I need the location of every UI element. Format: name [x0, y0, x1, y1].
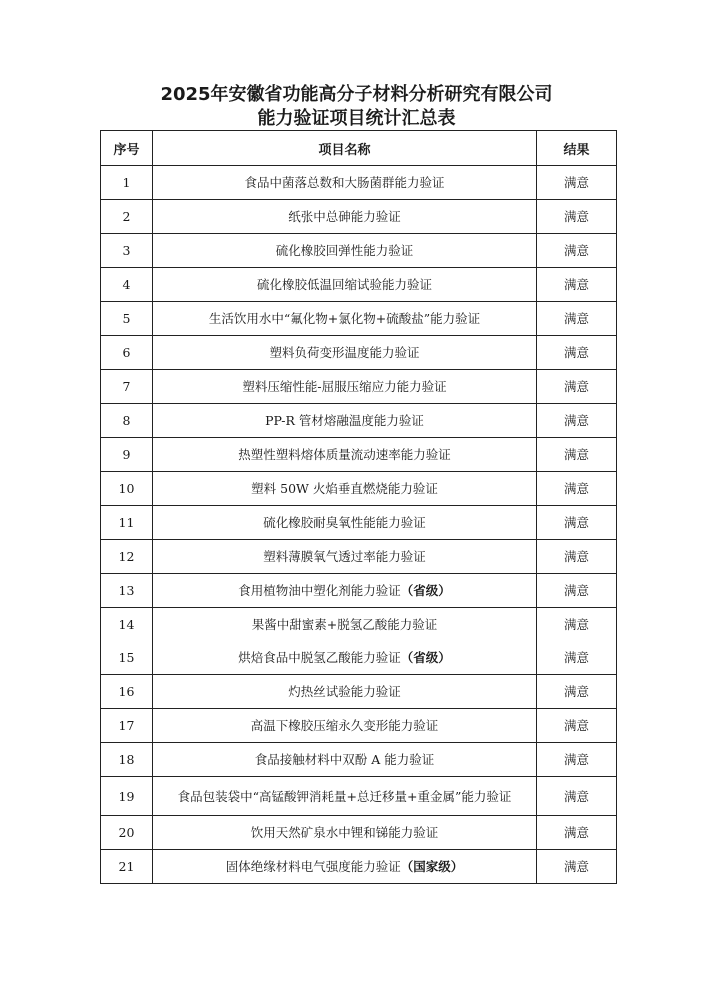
row-name	[153, 777, 537, 816]
row-name-text: 果酱中甜蜜素+脱氢乙酸能力验证	[251, 617, 438, 632]
row-name-text: 食品包装袋中“高锰酸钾消耗量+总迁移量+重金属”能力验证	[177, 788, 512, 804]
row-level: （省级）	[400, 583, 451, 598]
row-result: 满意	[537, 850, 617, 884]
document-title: 2025年安徽省功能高分子材料分析研究有限公司	[160, 84, 553, 105]
row-name	[153, 302, 537, 336]
row-result: 满意	[537, 608, 617, 642]
table-row	[101, 777, 617, 816]
row-result: 满意	[537, 506, 617, 540]
row-name	[153, 574, 537, 608]
row-name-text: 纸张中总砷能力验证	[288, 209, 401, 224]
row-seq: 12	[101, 540, 153, 574]
row-seq: 6	[101, 336, 153, 370]
header-name: 项目名称	[153, 131, 537, 166]
row-name-text: 饮用天然矿泉水中锂和锑能力验证	[250, 825, 439, 840]
row-name-text: 塑料 50W 火焰垂直燃烧能力验证	[251, 481, 438, 496]
row-seq: 5	[101, 302, 153, 336]
row-seq: 2	[101, 200, 153, 234]
row-seq: 18	[101, 743, 153, 777]
row-result: 满意	[537, 166, 617, 200]
row-name-text: 塑料负荷变形温度能力验证	[269, 345, 420, 360]
row-result: 满意	[537, 540, 617, 574]
row-level: （省级）	[400, 650, 451, 665]
row-seq: 16	[101, 675, 153, 709]
row-name	[153, 268, 537, 302]
table-row	[101, 850, 617, 884]
table-row	[101, 540, 617, 574]
row-name-text: 塑料压缩性能-屈服压缩应力能力验证	[242, 379, 447, 394]
row-name	[153, 438, 537, 472]
row-seq: 20	[101, 816, 153, 850]
row-name-text: 固体绝缘材料电气强度能力验证	[225, 859, 401, 874]
row-seq: 4	[101, 268, 153, 302]
row-name-text: 烘焙食品中脱氢乙酸能力验证	[238, 650, 401, 665]
row-name	[153, 709, 537, 743]
table-row	[101, 336, 617, 370]
row-seq: 17	[101, 709, 153, 743]
table-row	[101, 506, 617, 540]
row-name	[153, 816, 537, 850]
row-result: 满意	[537, 777, 617, 816]
row-result: 满意	[537, 709, 617, 743]
row-name-text: 热塑性塑料熔体质量流动速率能力验证	[238, 447, 451, 462]
row-result: 满意	[537, 472, 617, 506]
row-name	[153, 506, 537, 540]
row-seq: 10	[101, 472, 153, 506]
row-name	[153, 404, 537, 438]
row-name	[153, 540, 537, 574]
row-name	[153, 472, 537, 506]
row-name-text: 食品接触材料中双酚 A 能力验证	[254, 752, 435, 767]
row-result: 满意	[537, 336, 617, 370]
row-seq: 7	[101, 370, 153, 404]
row-result: 满意	[537, 675, 617, 709]
row-name	[153, 200, 537, 234]
row-result: 满意	[537, 641, 617, 675]
row-result: 满意	[537, 404, 617, 438]
row-name-text: 硫化橡胶低温回缩试验能力验证	[256, 277, 432, 292]
row-name	[153, 675, 537, 709]
table-row	[101, 675, 617, 709]
row-result: 满意	[537, 574, 617, 608]
row-seq: 9	[101, 438, 153, 472]
row-name-text: 硫化橡胶耐臭氧性能能力验证	[263, 515, 426, 530]
row-name-text: PP-R 管材熔融温度能力验证	[265, 413, 424, 428]
row-result: 满意	[537, 234, 617, 268]
row-name	[153, 641, 537, 675]
row-result: 满意	[537, 816, 617, 850]
table-row	[101, 816, 617, 850]
row-name	[153, 743, 537, 777]
row-seq: 19	[101, 777, 153, 816]
summary-table	[100, 130, 617, 884]
row-name	[153, 166, 537, 200]
table-header-row	[101, 131, 617, 166]
row-name-text: 食用植物油中塑化剂能力验证	[238, 583, 401, 598]
row-name	[153, 336, 537, 370]
row-seq: 13	[101, 574, 153, 608]
table-row	[101, 608, 617, 642]
header-result: 结果	[537, 131, 617, 166]
table-row	[101, 302, 617, 336]
row-result: 满意	[537, 743, 617, 777]
table-row	[101, 404, 617, 438]
table-row	[101, 200, 617, 234]
row-seq: 15	[101, 641, 153, 675]
table-row	[101, 268, 617, 302]
table-row	[101, 709, 617, 743]
row-seq: 1	[101, 166, 153, 200]
row-result: 满意	[537, 268, 617, 302]
table-row	[101, 370, 617, 404]
row-name	[153, 608, 537, 642]
row-seq: 11	[101, 506, 153, 540]
table-row	[101, 234, 617, 268]
row-level: （国家级）	[400, 859, 464, 874]
table-row	[101, 574, 617, 608]
row-name	[153, 850, 537, 884]
row-name-text: 食品中菌落总数和大肠菌群能力验证	[244, 175, 445, 190]
row-name-text: 硫化橡胶回弹性能力验证	[275, 243, 414, 258]
row-name-text: 塑料薄膜氧气透过率能力验证	[263, 549, 426, 564]
table-row	[101, 743, 617, 777]
row-result: 满意	[537, 200, 617, 234]
row-name	[153, 234, 537, 268]
row-seq: 8	[101, 404, 153, 438]
row-result: 满意	[537, 370, 617, 404]
table-row	[101, 438, 617, 472]
row-name-text: 生活饮用水中“氟化物+氯化物+硫酸盐”能力验证	[208, 311, 481, 326]
row-seq: 21	[101, 850, 153, 884]
table-row	[101, 641, 617, 675]
document-subtitle: 能力验证项目统计汇总表	[257, 108, 456, 129]
row-name-text: 灼热丝试验能力验证	[288, 684, 401, 699]
row-seq: 3	[101, 234, 153, 268]
row-name-text: 高温下橡胶压缩永久变形能力验证	[250, 718, 439, 733]
row-seq: 14	[101, 608, 153, 642]
row-result: 满意	[537, 302, 617, 336]
table-row	[101, 472, 617, 506]
header-seq: 序号	[101, 131, 153, 166]
row-name	[153, 370, 537, 404]
row-result: 满意	[537, 438, 617, 472]
table-row	[101, 166, 617, 200]
